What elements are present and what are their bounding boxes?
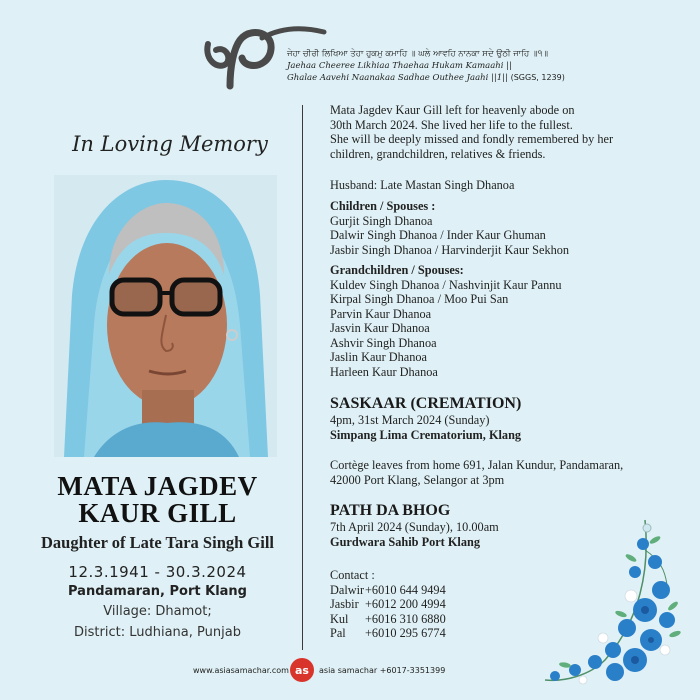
saskaar-where: Simpang Lima Crematorium, Klang [330, 427, 522, 442]
children-section [330, 199, 675, 257]
grandchildren-item: Harleen Kaur Dhanoa [330, 364, 438, 379]
intro-line: Mata Jagdev Kaur Gill left for heavenly abode on [330, 103, 575, 117]
verse-line-2: Ghalae Aavehi Naanakaa Sadhae Outhee Jaahi ||1|| [287, 73, 508, 83]
contact-phone[interactable]: +6012 200 4994 [365, 597, 446, 611]
intro-line: She will be deeply missed and fondly remembered by her [330, 132, 614, 146]
cortege-section [330, 458, 675, 487]
gurbani-verse [287, 48, 687, 84]
contact-name: Pal [330, 626, 346, 640]
grandchildren-heading: Grandchildren / Spouses: [330, 263, 464, 277]
logo-text: as [295, 664, 309, 677]
cortege-line: Cortège leaves from home 691, Jalan Kundur, Pandamaran, [330, 458, 624, 472]
cortege-line: 42000 Port Klang, Selangor at 3pm [330, 472, 505, 487]
portrait-photo [54, 175, 277, 457]
contact-heading: Contact : [330, 568, 375, 582]
footer-website[interactable]: www.asiasamachar.com [193, 666, 289, 675]
daughter-of-line: Daughter of Late Tara Singh Gill [40, 533, 275, 552]
village-line: Village: Dhamot; [103, 604, 212, 619]
children-item: Jasbir Singh Dhanoa / Harvinderjit Kaur Sekhon [330, 242, 570, 257]
contact-phone[interactable]: +6010 295 6774 [365, 626, 446, 640]
grandchildren-item: Kirpal Singh Dhanoa / Moo Pui San [330, 292, 509, 306]
grandchildren-item: Jaslin Kaur Dhanoa [330, 350, 427, 364]
verse-reference: (SGGS, 1239) [510, 73, 565, 82]
name-line-2: KAUR GILL [78, 498, 237, 528]
grandchildren-item: Parvin Kaur Dhanoa [330, 306, 432, 321]
contact-name: Kul [330, 611, 349, 626]
grandchildren-section [330, 263, 675, 379]
deceased-name [20, 473, 295, 527]
children-heading: Children / Spouses : [330, 199, 436, 213]
path-heading: PATH DA BHOG [330, 502, 451, 519]
children-item: Gurjit Singh Dhanoa [330, 213, 433, 228]
saskaar-heading: SASKAAR (CREMATION) [330, 395, 522, 412]
saskaar-when: 4pm, 31st March 2024 (Sunday) [330, 413, 490, 427]
residence-place: Pandamaran, Port Klang [68, 584, 247, 599]
contact-name: Dalwir [330, 582, 365, 597]
name-line-1: MATA JAGDEV [57, 471, 258, 501]
footer-contact: asia samachar +6017-3351399 [319, 666, 446, 675]
contact-name: Jasbir [330, 597, 359, 611]
intro-line: children, grandchildren, relatives & friends. [330, 146, 546, 161]
life-dates: 12.3.1941 - 30.3.2024 [68, 563, 247, 581]
intro-line: 30th March 2024. She lived her life to the fullest. [330, 117, 573, 132]
children-item: Dalwir Singh Dhanoa / Inder Kaur Ghuman [330, 228, 546, 242]
verse-gurmukhi: ਜੇਹਾ ਚੀਰੀ ਲਿਖਿਆ ਤੇਹਾ ਹੁਕਮੁ ਕਮਾਹਿ ॥ ਘਲੇ ਆਵਹਿ ਨਾਨਕਾ ਸਦੇ ਉਠੀ ਜਾਹਿ ॥੧॥ [287, 49, 548, 59]
grandchildren-item: Jasvin Kaur Dhanoa [330, 321, 430, 335]
path-where: Gurdwara Sahib Port Klang [330, 534, 480, 549]
in-loving-memory-heading: In Loving Memory [72, 132, 268, 156]
intro-paragraph [330, 103, 675, 161]
verse-line-1: Jaehaa Cheeree Likhiaa Thaehaa Hukam Kamaahi || [287, 61, 512, 71]
floral-decoration-icon [535, 510, 695, 690]
asia-samachar-logo-icon [290, 658, 314, 682]
grandchildren-item: Ashvir Singh Dhanoa [330, 335, 437, 350]
saskaar-section [330, 395, 675, 442]
husband-line: Husband: Late Mastan Singh Dhanoa [330, 178, 515, 192]
center-divider [302, 105, 303, 650]
district-line: District: Ludhiana, Punjab [74, 625, 241, 640]
grandchildren-item: Kuldev Singh Dhanoa / Nashvinjit Kaur Pannu [330, 277, 562, 292]
contact-phone[interactable]: +6010 644 9494 [365, 582, 446, 597]
contact-phone[interactable]: +6016 310 6880 [365, 611, 446, 626]
path-when: 7th April 2024 (Sunday), 10.00am [330, 520, 499, 534]
